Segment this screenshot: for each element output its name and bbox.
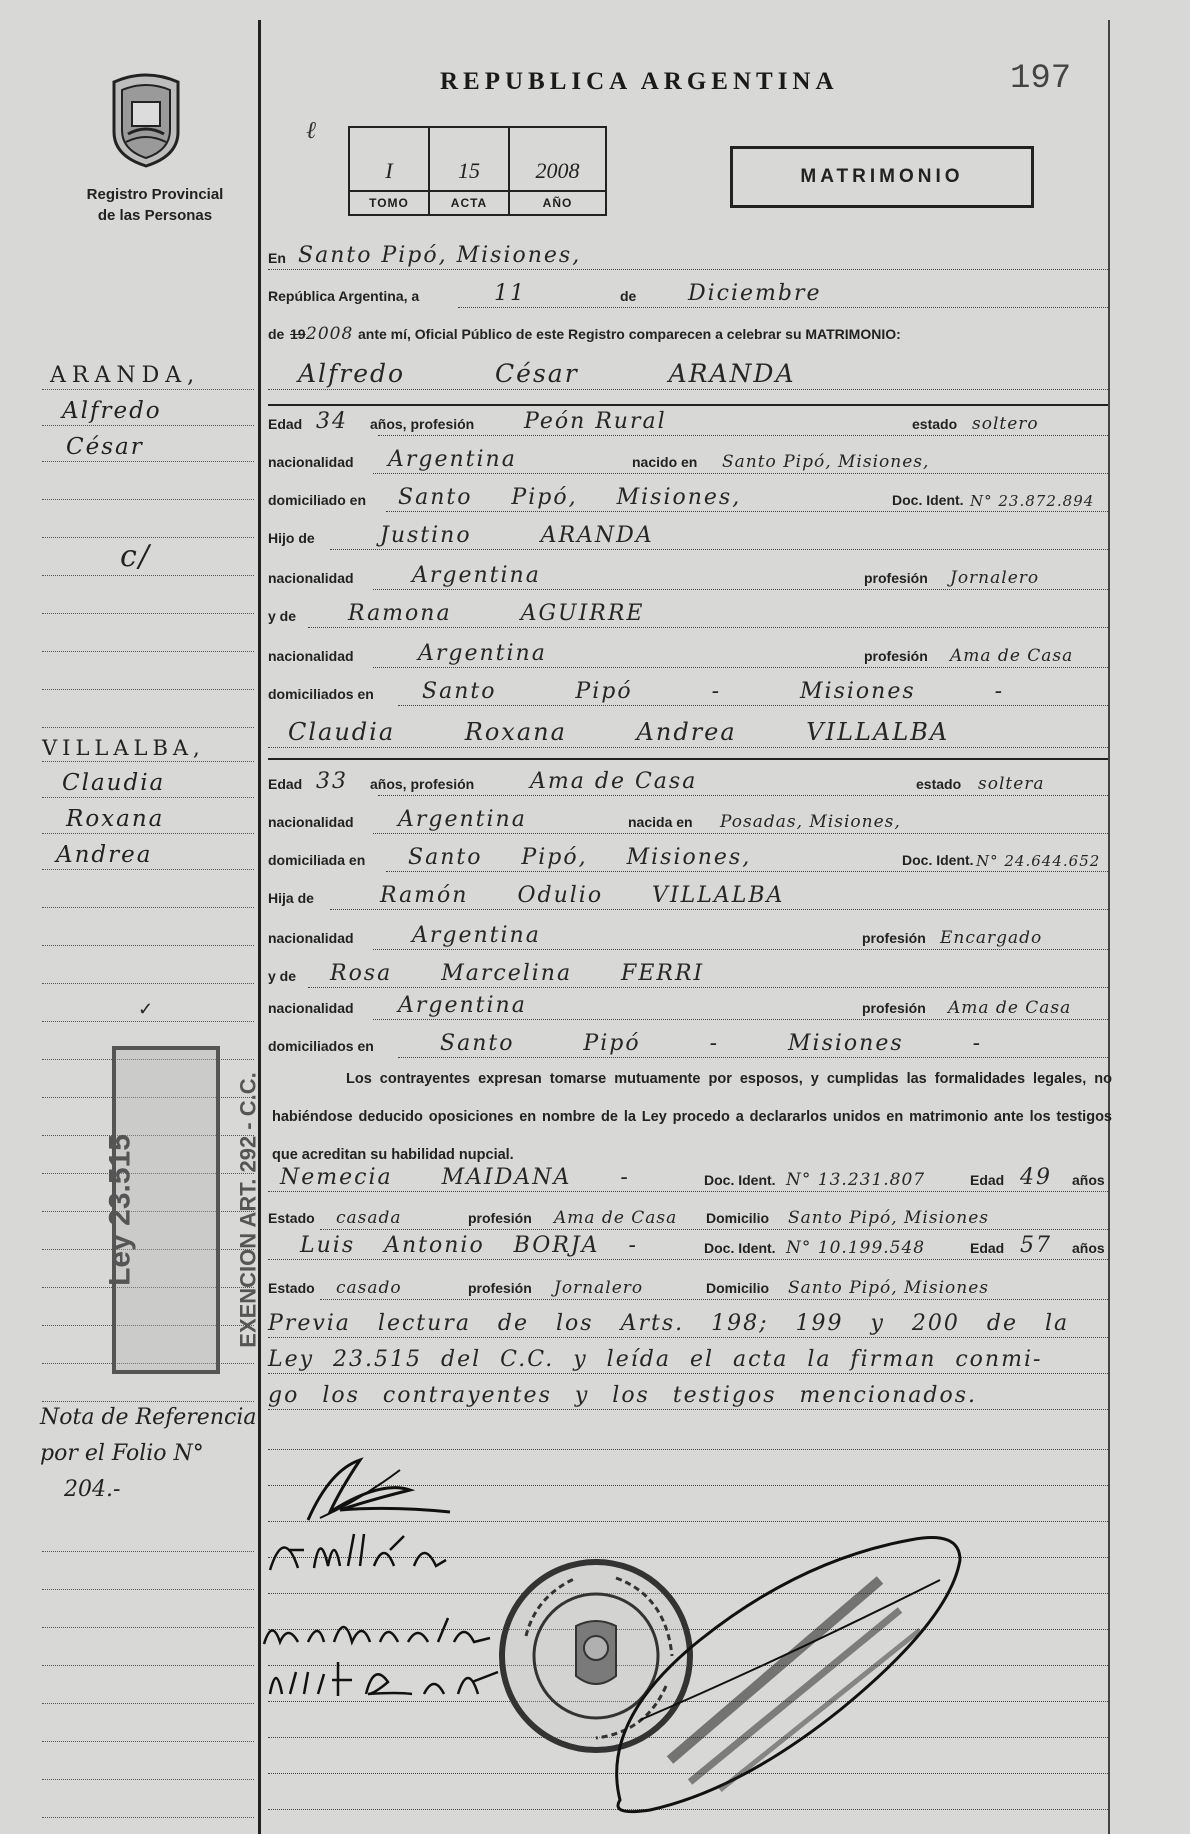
estado-label: Estado	[268, 1210, 315, 1226]
doc-label: Doc. Ident.	[892, 492, 964, 508]
margin-bride-second: Roxana	[66, 806, 165, 832]
anos-profesion-label: años, profesión	[370, 776, 475, 792]
domicilio-label: Domicilio	[706, 1210, 770, 1226]
ano-label: AÑO	[510, 190, 605, 214]
note-line2: por el Folio N°	[40, 1441, 204, 1466]
groom-father: Justino ARANDA	[380, 523, 654, 548]
document-type-box: MATRIMONIO	[730, 146, 1034, 208]
closing-line-2	[268, 1340, 1108, 1376]
witness1-doc-number: N° 13.231.807	[786, 1170, 926, 1190]
folio-number: 197	[1010, 60, 1072, 98]
margin-c-mark: c/	[120, 539, 151, 574]
bride-signature	[264, 1520, 454, 1580]
margin-tick: ✓	[138, 999, 156, 1020]
groom-mother-nationality: Argentina	[418, 641, 547, 666]
bride-father-nat-line	[268, 916, 1108, 952]
margin-groom-first: Alfredo	[62, 398, 162, 424]
groom-profession: Peón Rural	[524, 409, 667, 434]
blank-line	[268, 1416, 1108, 1452]
margin-line	[42, 1708, 254, 1744]
closing-text-3: go los contrayentes y los testigos mencionados.	[268, 1383, 978, 1408]
witness2-civil-status: casado	[336, 1278, 402, 1298]
law-stamp-line2: EXENCION ART. 292 - C.C.	[235, 1072, 261, 1348]
margin-line	[42, 874, 254, 910]
law-stamp-line1: Ley 23.515	[103, 1134, 137, 1286]
comparecen-text: ante mí, Oficial Público de este Registro comparecen a celebrar su MATRIMONIO:	[358, 326, 901, 342]
handwritten-mark: ℓ	[306, 118, 316, 144]
witness2-line	[268, 1226, 1108, 1262]
bride-mother-nationality: Argentina	[398, 993, 527, 1018]
margin-line	[42, 392, 254, 428]
groom-age-line	[268, 402, 1108, 438]
de-label: de	[620, 288, 637, 304]
margin-line	[42, 694, 254, 730]
margin-line	[42, 950, 254, 986]
nacionalidad-label: nacionalidad	[268, 454, 354, 470]
date-line	[268, 274, 1108, 310]
registry-label-line2: de las Personas	[97, 207, 213, 224]
domicilio-label: Domicilio	[706, 1280, 770, 1296]
bride-mother-nat-line	[268, 986, 1108, 1022]
margin-line	[42, 912, 254, 948]
anos-profesion-label: años, profesión	[370, 416, 475, 432]
place-value: Santo Pipó, Misiones,	[298, 243, 582, 268]
margin-line	[42, 1784, 254, 1820]
groom-civil-status: soltero	[972, 414, 1039, 434]
groom-age: 34	[316, 409, 348, 434]
bride-name-line	[268, 710, 1108, 750]
witness2-profession: Jornalero	[554, 1278, 644, 1298]
official-signature-stamp	[580, 1520, 1000, 1820]
margin-line	[42, 618, 254, 654]
republica-label: República Argentina, a	[268, 288, 420, 304]
margin-line	[42, 764, 254, 800]
edad-label: Edad	[268, 416, 303, 432]
margin-line	[42, 356, 254, 392]
doc-label: Doc. Ident.	[704, 1172, 776, 1188]
year-struck: 19	[290, 326, 306, 342]
edad-label: Edad	[970, 1240, 1005, 1256]
margin-line	[42, 836, 254, 872]
bride-domicile-line	[268, 838, 1108, 874]
en-label: En	[268, 250, 286, 266]
estado-label: estado	[916, 776, 962, 792]
margin-groom-second: César	[66, 434, 144, 460]
margin-line	[42, 539, 254, 578]
margin-bride-surname: VILLALBA,	[42, 736, 205, 760]
law-exemption-stamp	[103, 1046, 261, 1374]
anos-label: años	[1072, 1172, 1105, 1188]
bride-nationality-line	[268, 800, 1108, 836]
margin-line	[42, 656, 254, 692]
witness1-civil-status: casada	[336, 1208, 402, 1228]
closing-text-2: Ley 23.515 del C.C. y leída el acta la firman conmi-	[268, 1347, 1043, 1372]
margin-bride-first: Claudia	[62, 770, 166, 796]
margin-line	[42, 988, 254, 1024]
groom-doc-number: N° 23.872.894	[970, 492, 1095, 510]
hija-label: Hija de	[268, 890, 314, 906]
groom-mother-line	[268, 594, 1108, 630]
registry-label-line1: Registro Provincial	[86, 186, 224, 203]
profesion-label: profesión	[468, 1280, 532, 1296]
mother-nat-label: nacionalidad	[268, 648, 354, 664]
closing-text-1: Previa lectura de los Arts. 198; 199 y 200 de la	[268, 1311, 1070, 1336]
groom-father-nat-line	[268, 556, 1108, 592]
bride-domicile: Santo Pipó, Misiones,	[408, 845, 752, 870]
margin-line	[42, 504, 254, 540]
margin-line	[42, 1594, 254, 1630]
bride-birthplace: Posadas, Misiones,	[720, 812, 901, 832]
witness1-age: 49	[1020, 1165, 1052, 1190]
acta-label: ACTA	[430, 190, 508, 214]
margin-line	[42, 1632, 254, 1668]
reference-note	[40, 1400, 256, 1508]
mother-prof-label: profesión	[864, 648, 928, 664]
year-line	[268, 312, 1108, 348]
place-line	[268, 236, 1108, 272]
bride-name: Claudia Roxana Andrea VILLALBA	[288, 718, 950, 746]
parents-dom-label: domiciliados en	[268, 686, 374, 702]
margin-line	[42, 1518, 254, 1554]
father-prof-label: profesión	[862, 930, 926, 946]
note-line3: 204.-	[64, 1477, 121, 1502]
groom-father-nationality: Argentina	[412, 563, 541, 588]
father-prof-label: profesión	[864, 570, 928, 586]
groom-mother: Ramona AGUIRRE	[348, 601, 645, 626]
father-nat-label: nacionalidad	[268, 570, 354, 586]
bride-civil-status: soltera	[978, 774, 1045, 794]
witness1-profession: Ama de Casa	[554, 1208, 678, 1228]
margin-line	[42, 1556, 254, 1592]
bride-father-profession: Encargado	[940, 928, 1043, 948]
witness2-name: Luis Antonio BORJA -	[300, 1233, 638, 1258]
provincial-seal-icon	[106, 72, 186, 168]
witness1-signature	[258, 1604, 498, 1654]
closing-line-1	[268, 1304, 1108, 1340]
y-de-label: y de	[268, 968, 297, 984]
father-nat-label: nacionalidad	[268, 930, 354, 946]
estado-label: Estado	[268, 1280, 315, 1296]
witness2-age: 57	[1020, 1233, 1052, 1258]
parents-dom-label: domiciliados en	[268, 1038, 374, 1054]
acta-cell	[430, 128, 510, 214]
registry-label	[60, 184, 250, 226]
acta-record-box	[348, 126, 607, 216]
month-value: Diciembre	[688, 281, 822, 306]
margin-line	[42, 466, 254, 502]
day-value: 11	[494, 281, 526, 306]
witness2-details-line	[268, 1266, 1108, 1302]
bride-age-line	[268, 762, 1108, 798]
right-rule	[1108, 20, 1110, 1834]
groom-nationality: Argentina	[388, 447, 517, 472]
margin-line	[42, 1670, 254, 1706]
groom-parents-domicile-line	[268, 672, 1108, 708]
note-line1: Nota de Referencia	[40, 1405, 257, 1430]
bride-mother-profession: Ama de Casa	[948, 998, 1072, 1018]
margin-line	[42, 1746, 254, 1782]
country-title: REPUBLICA ARGENTINA	[440, 68, 839, 95]
margin-line	[42, 800, 254, 836]
edad-label: Edad	[268, 776, 303, 792]
bride-mother-line	[268, 954, 1108, 990]
mother-prof-label: profesión	[862, 1000, 926, 1016]
bride-father-line	[268, 876, 1108, 912]
profesion-label: profesión	[468, 1210, 532, 1226]
year-value: 2008	[306, 324, 354, 344]
tomo-label: TOMO	[350, 190, 428, 214]
mother-nat-label: nacionalidad	[268, 1000, 354, 1016]
margin-line	[42, 728, 254, 764]
nacida-label: nacida en	[628, 814, 693, 830]
nacionalidad-label: nacionalidad	[268, 814, 354, 830]
ano-value: 2008	[535, 158, 580, 183]
groom-father-profession: Jornalero	[950, 568, 1040, 588]
witness1-name: Nemecia MAIDANA -	[280, 1165, 630, 1190]
groom-mother-nat-line	[268, 634, 1108, 670]
edad-label: Edad	[970, 1172, 1005, 1188]
y-de-label: y de	[268, 608, 297, 624]
doc-label: Doc. Ident.	[902, 852, 974, 868]
witness2-signature	[262, 1652, 512, 1708]
groom-birthplace: Santo Pipó, Misiones,	[722, 452, 930, 472]
bride-nationality: Argentina	[398, 807, 527, 832]
bride-doc-number: N° 24.644.652	[976, 852, 1101, 870]
margin-rule	[258, 20, 261, 1834]
doc-label: Doc. Ident.	[704, 1240, 776, 1256]
witness2-doc-number: N° 10.199.548	[786, 1238, 926, 1258]
groom-name-line	[268, 352, 1108, 392]
nacido-label: nacido en	[632, 454, 698, 470]
declaration-text: Los contrayentes expresan tomarse mutuamente por esposos, y cumplidas las formalidades legales, no habiéndose deducido oposiciones en nombre de la Ley procedo a declararlos unidos en matrimonio ante los testigos que acreditan su habilidad nupcial.	[272, 1071, 1112, 1163]
bride-father: Ramón Odulio VILLALBA	[380, 883, 785, 908]
margin-groom-surname: ARANDA,	[50, 363, 201, 388]
ano-cell	[510, 128, 605, 214]
margin-line	[42, 428, 254, 464]
estado-label: estado	[912, 416, 958, 432]
groom-mother-profession: Ama de Casa	[950, 646, 1074, 666]
tomo-cell	[350, 128, 430, 214]
bride-parents-domicile: Santo Pipó - Misiones -	[440, 1031, 983, 1056]
witness1-domicile: Santo Pipó, Misiones	[788, 1208, 989, 1228]
year-prefix: de	[268, 326, 285, 342]
domiciliado-label: domiciliado en	[268, 492, 367, 508]
anos-label: años	[1072, 1240, 1105, 1256]
groom-domicile-line	[268, 478, 1108, 514]
bride-father-nationality: Argentina	[412, 923, 541, 948]
margin-line	[42, 580, 254, 616]
margin-bride-third: Andrea	[56, 842, 153, 868]
witness1-line	[268, 1158, 1108, 1194]
hijo-label: Hijo de	[268, 530, 315, 546]
acta-value: 15	[458, 158, 480, 183]
bride-profession: Ama de Casa	[530, 769, 698, 794]
bride-mother: Rosa Marcelina FERRI	[330, 961, 705, 986]
tomo-value: I	[385, 158, 393, 183]
groom-name: Alfredo César ARANDA	[298, 359, 796, 388]
closing-line-3	[268, 1376, 1108, 1412]
witness2-domicile: Santo Pipó, Misiones	[788, 1278, 989, 1298]
bride-separator	[268, 758, 1108, 760]
groom-father-line	[268, 516, 1108, 552]
groom-domicile: Santo Pipó, Misiones,	[398, 485, 742, 510]
bride-parents-domicile-line	[268, 1024, 1108, 1060]
groom-parents-domicile: Santo Pipó - Misiones -	[422, 679, 1005, 704]
groom-signature	[300, 1450, 460, 1530]
groom-nationality-line	[268, 440, 1108, 476]
domiciliada-label: domiciliada en	[268, 852, 366, 868]
bride-age: 33	[316, 769, 348, 794]
